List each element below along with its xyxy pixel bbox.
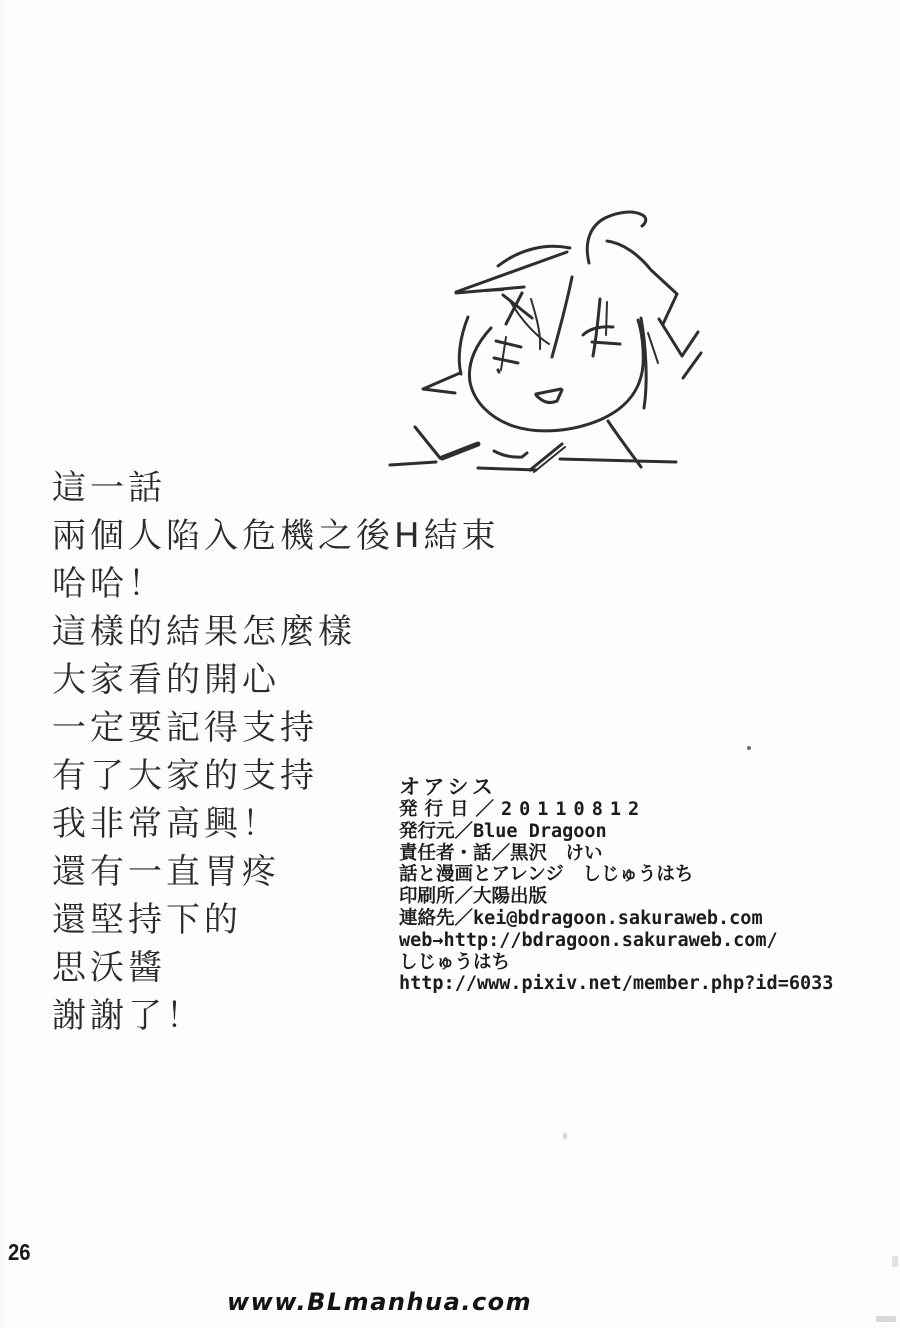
colophon [399, 776, 859, 995]
scan-artifact [892, 1256, 898, 1267]
handwriting-line: 哈哈！ [52, 564, 166, 604]
colophon-line: 責任者・話／黒沢 けい [399, 842, 603, 864]
scan-artifact [563, 1133, 567, 1139]
handwriting-line: 謝謝了！ [52, 996, 204, 1036]
handwriting-line: 一定要記得支持 [52, 708, 318, 748]
chibi-character-sketch [360, 160, 780, 490]
handwriting-line: 我非常高興！ [52, 804, 280, 844]
watermark-text: www.BLmanhua.com [227, 1288, 533, 1316]
handwriting-line: 這樣的結果怎麼樣 [52, 612, 356, 652]
colophon-line: web→http://bdragoon.sakuraweb.com/ [399, 929, 778, 951]
handwriting-line: 還堅持下的 [52, 900, 242, 940]
doujin-title: オアシス [399, 775, 497, 799]
colophon-line: http://www.pixiv.net/member.php?id=6033 [399, 973, 834, 995]
handwriting-line: 有了大家的支持 [52, 756, 318, 796]
scan-edge-shadow [0, 0, 7, 1328]
page-number: 26 [8, 1239, 31, 1265]
handwriting-line: 大家看的開心 [52, 660, 280, 700]
scan-artifact [876, 1316, 896, 1322]
colophon-line: 連絡先／kei@bdragoon.sakuraweb.com [399, 907, 763, 929]
colophon-line: 話と漫画とアレンジ しじゅうはち [399, 864, 694, 886]
handwriting-line: 思沃醬 [52, 948, 166, 988]
handwriting-line: 兩個人陷入危機之後H結束 [52, 516, 500, 556]
colophon-line: 発行日／20110812 [399, 799, 647, 820]
scan-artifact [747, 746, 751, 750]
handwriting-line: 這一話 [52, 468, 166, 508]
colophon-line: 発行元／Blue Dragoon [399, 820, 607, 842]
handwriting-line: 還有一直胃疼 [52, 852, 280, 892]
colophon-line: しじゅうはち [399, 951, 511, 973]
colophon-line: 印刷所／大陽出版 [399, 886, 548, 908]
